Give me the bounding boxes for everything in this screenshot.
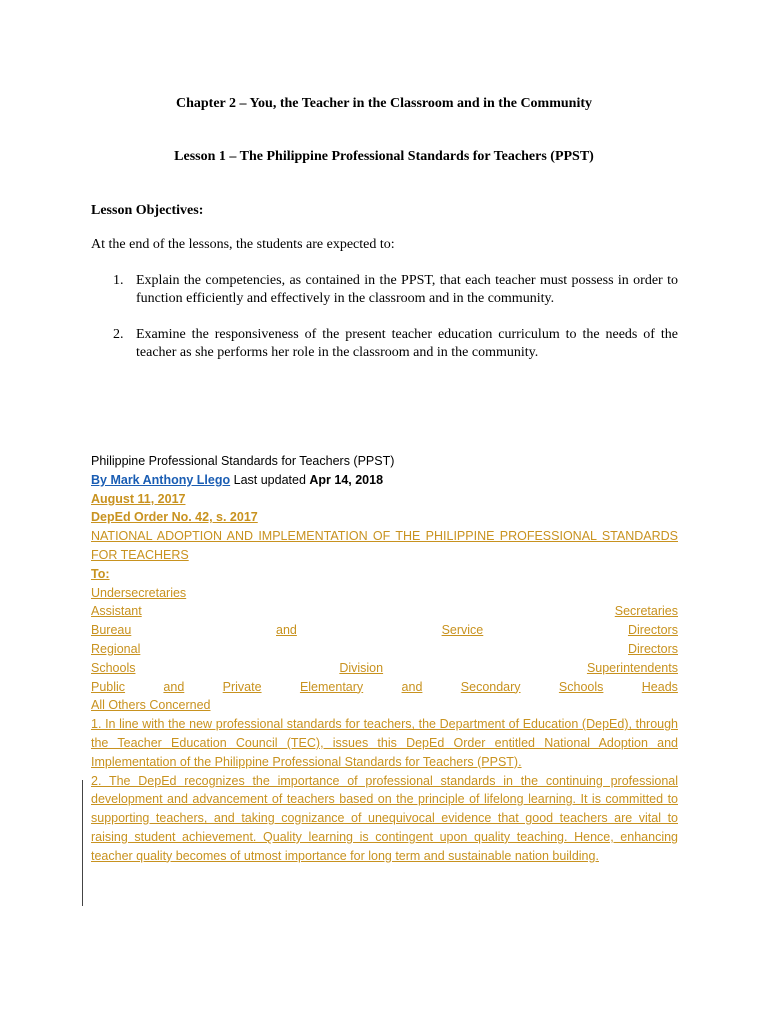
- tracked-change-bar: [82, 780, 83, 906]
- recipient-line: [91, 640, 678, 659]
- recipient-word: and: [276, 623, 297, 638]
- objective-text: Examine the responsiveness of the present teacher education curriculum to the needs of the teacher as she performs her role in the classroom and in the community.: [136, 327, 678, 360]
- updated-date: Apr 14, 2018: [309, 472, 384, 487]
- recipient-word: Secretaries: [614, 604, 678, 619]
- chapter-title: Chapter 2 – You, the Teacher in the Classroom and in the Community: [175, 96, 593, 111]
- recipient-word: Private: [222, 679, 262, 694]
- recipient-word: Directors: [627, 641, 678, 656]
- recipient-word: Heads: [641, 679, 678, 694]
- recipient-word: Bureau: [91, 623, 132, 638]
- recipient-line: [91, 621, 678, 640]
- recipient-word: and: [163, 679, 185, 694]
- recipient-line: [91, 602, 678, 621]
- updated-label: Last updated: [230, 472, 310, 487]
- recipient-word: Directors: [627, 623, 678, 638]
- recipient-line: [91, 659, 678, 678]
- order-heading: NATIONAL ADOPTION AND IMPLEMENTATION OF THE PHILIPPINE PROFESSIONAL STANDARDS FOR TEACHERS: [91, 529, 678, 562]
- objective-item: [91, 326, 678, 362]
- recipient-word: Public: [91, 679, 126, 694]
- recipient-line: [91, 678, 678, 697]
- lesson-title: Lesson 1 – The Philippine Professional Standards for Teachers (PPST): [174, 149, 594, 164]
- order-paragraph-2: 2. The DepEd recognizes the importance of professional standards in the continuing professional development and advancement of teachers based on the principle of lifelong learning. It is committed to supporting teachers, and taking cognizance of unequivocal evidence that good teachers are vital to raising student achievement. Quality learning is contingent upon quality teaching. Hence, enhancing teacher quality becomes of utmost importance for long term and sustainable nation building.: [91, 773, 678, 863]
- order-number: DepEd Order No. 42, s. 2017: [91, 510, 258, 525]
- objectives-heading: Lesson Objectives:: [91, 203, 204, 218]
- source-title: Philippine Professional Standards for Teachers (PPST): [91, 454, 395, 468]
- recipient-word: Regional: [91, 641, 141, 656]
- objective-number: 1.: [113, 273, 124, 288]
- recipient-line: All Others Concerned: [91, 698, 211, 713]
- recipient-word: Service: [441, 623, 484, 638]
- author-link[interactable]: By Mark Anthony Llego: [91, 472, 231, 487]
- recipient-word: Division: [339, 660, 384, 675]
- objectives-intro: At the end of the lessons, the students are expected to:: [91, 237, 395, 252]
- objective-number: 2.: [113, 327, 124, 342]
- source-excerpt: [91, 452, 678, 866]
- recipient-word: Superintendents: [586, 660, 678, 675]
- objective-text: Explain the competencies, as contained in the PPST, that each teacher must possess in order to function efficiently and effectively in the classroom and in the community.: [136, 273, 678, 306]
- recipient-word: Schools: [91, 660, 136, 675]
- recipient-line: Undersecretaries: [91, 585, 187, 600]
- recipient-word: Elementary: [299, 679, 364, 694]
- recipient-word: and: [401, 679, 423, 694]
- recipient-word: Assistant: [91, 604, 142, 619]
- recipient-word: Secondary: [460, 679, 521, 694]
- to-label: To:: [91, 566, 110, 581]
- objective-item: [91, 272, 678, 308]
- source-byline: [91, 471, 678, 490]
- order-paragraph-1: 1. In line with the new professional standards for teachers, the Department of Education (DepEd), through the Teacher Education Council (TEC), issues this DepEd Order entitled National Adoption and Implementation of the Philippine Professional Standards for Teachers (PPST).: [91, 717, 678, 769]
- order-date: August 11, 2017: [91, 491, 186, 506]
- recipient-word: Schools: [558, 679, 604, 694]
